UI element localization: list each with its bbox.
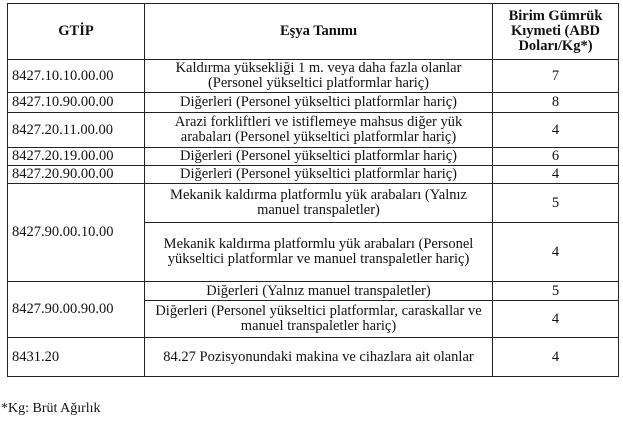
item-description: Diğerleri (Personel yükseltici platformlar hariç) <box>145 166 493 184</box>
unit-value: 5 <box>493 184 619 223</box>
table-row <box>8 282 619 301</box>
table-header-row <box>8 4 619 60</box>
table-row <box>8 166 619 184</box>
unit-value: 4 <box>493 223 619 282</box>
gtip-code: 8427.90.00.90.00 <box>8 282 145 338</box>
unit-value: 5 <box>493 282 619 301</box>
item-description: Diğerleri (Personel yükseltici platformlar hariç) <box>145 148 493 166</box>
header-description: Eşya Tanımı <box>145 4 493 60</box>
item-description: Mekanik kaldırma platformlu yük arabaları (Yalnız manuel transpaletler) <box>145 184 493 223</box>
item-description: Mekanik kaldırma platformlu yük arabaları (Personel yükseltici platformlar ve manuel transpaletler hariç) <box>145 223 493 282</box>
item-description: Arazi forkliftleri ve istiflemeye mahsus diğer yük arabaları (Personel yükseltici platformlar hariç) <box>145 113 493 148</box>
gtip-code: 8427.10.10.00.00 <box>8 60 145 93</box>
customs-value-table <box>7 3 619 377</box>
table-row <box>8 60 619 93</box>
table-row <box>8 184 619 223</box>
item-description: Diğerleri (Personel yükseltici platformlar, caraskallar ve manuel transpaletler hariç) <box>145 301 493 338</box>
unit-value: 7 <box>493 60 619 93</box>
gtip-code: 8427.20.90.00.00 <box>8 166 145 184</box>
item-description: 84.27 Pozisyonundaki makina ve cihazlara ait olanlar <box>145 338 493 377</box>
unit-value: 8 <box>493 93 619 113</box>
table-row <box>8 148 619 166</box>
unit-value: 6 <box>493 148 619 166</box>
item-description: Diğerleri (Personel yükseltici platformlar hariç) <box>145 93 493 113</box>
table-row <box>8 93 619 113</box>
footnote: *Kg: Brüt Ağırlık <box>1 401 101 416</box>
header-unit-value: Birim Gümrük Kıymeti (ABD Doları/Kg*) <box>493 4 619 60</box>
gtip-code: 8427.90.00.10.00 <box>8 184 145 282</box>
gtip-code: 8427.20.11.00.00 <box>8 113 145 148</box>
item-description: Diğerleri (Yalnız manuel transpaletler) <box>145 282 493 301</box>
header-gtip: GTİP <box>8 4 145 60</box>
unit-value: 4 <box>493 301 619 338</box>
gtip-code: 8431.20 <box>8 338 145 377</box>
gtip-code: 8427.20.19.00.00 <box>8 148 145 166</box>
unit-value: 4 <box>493 113 619 148</box>
unit-value: 4 <box>493 338 619 377</box>
gtip-code: 8427.10.90.00.00 <box>8 93 145 113</box>
unit-value: 4 <box>493 166 619 184</box>
item-description: Kaldırma yüksekliği 1 m. veya daha fazla olanlar (Personel yükseltici platformlar hariç) <box>145 60 493 93</box>
table-row <box>8 338 619 377</box>
table-row <box>8 113 619 148</box>
